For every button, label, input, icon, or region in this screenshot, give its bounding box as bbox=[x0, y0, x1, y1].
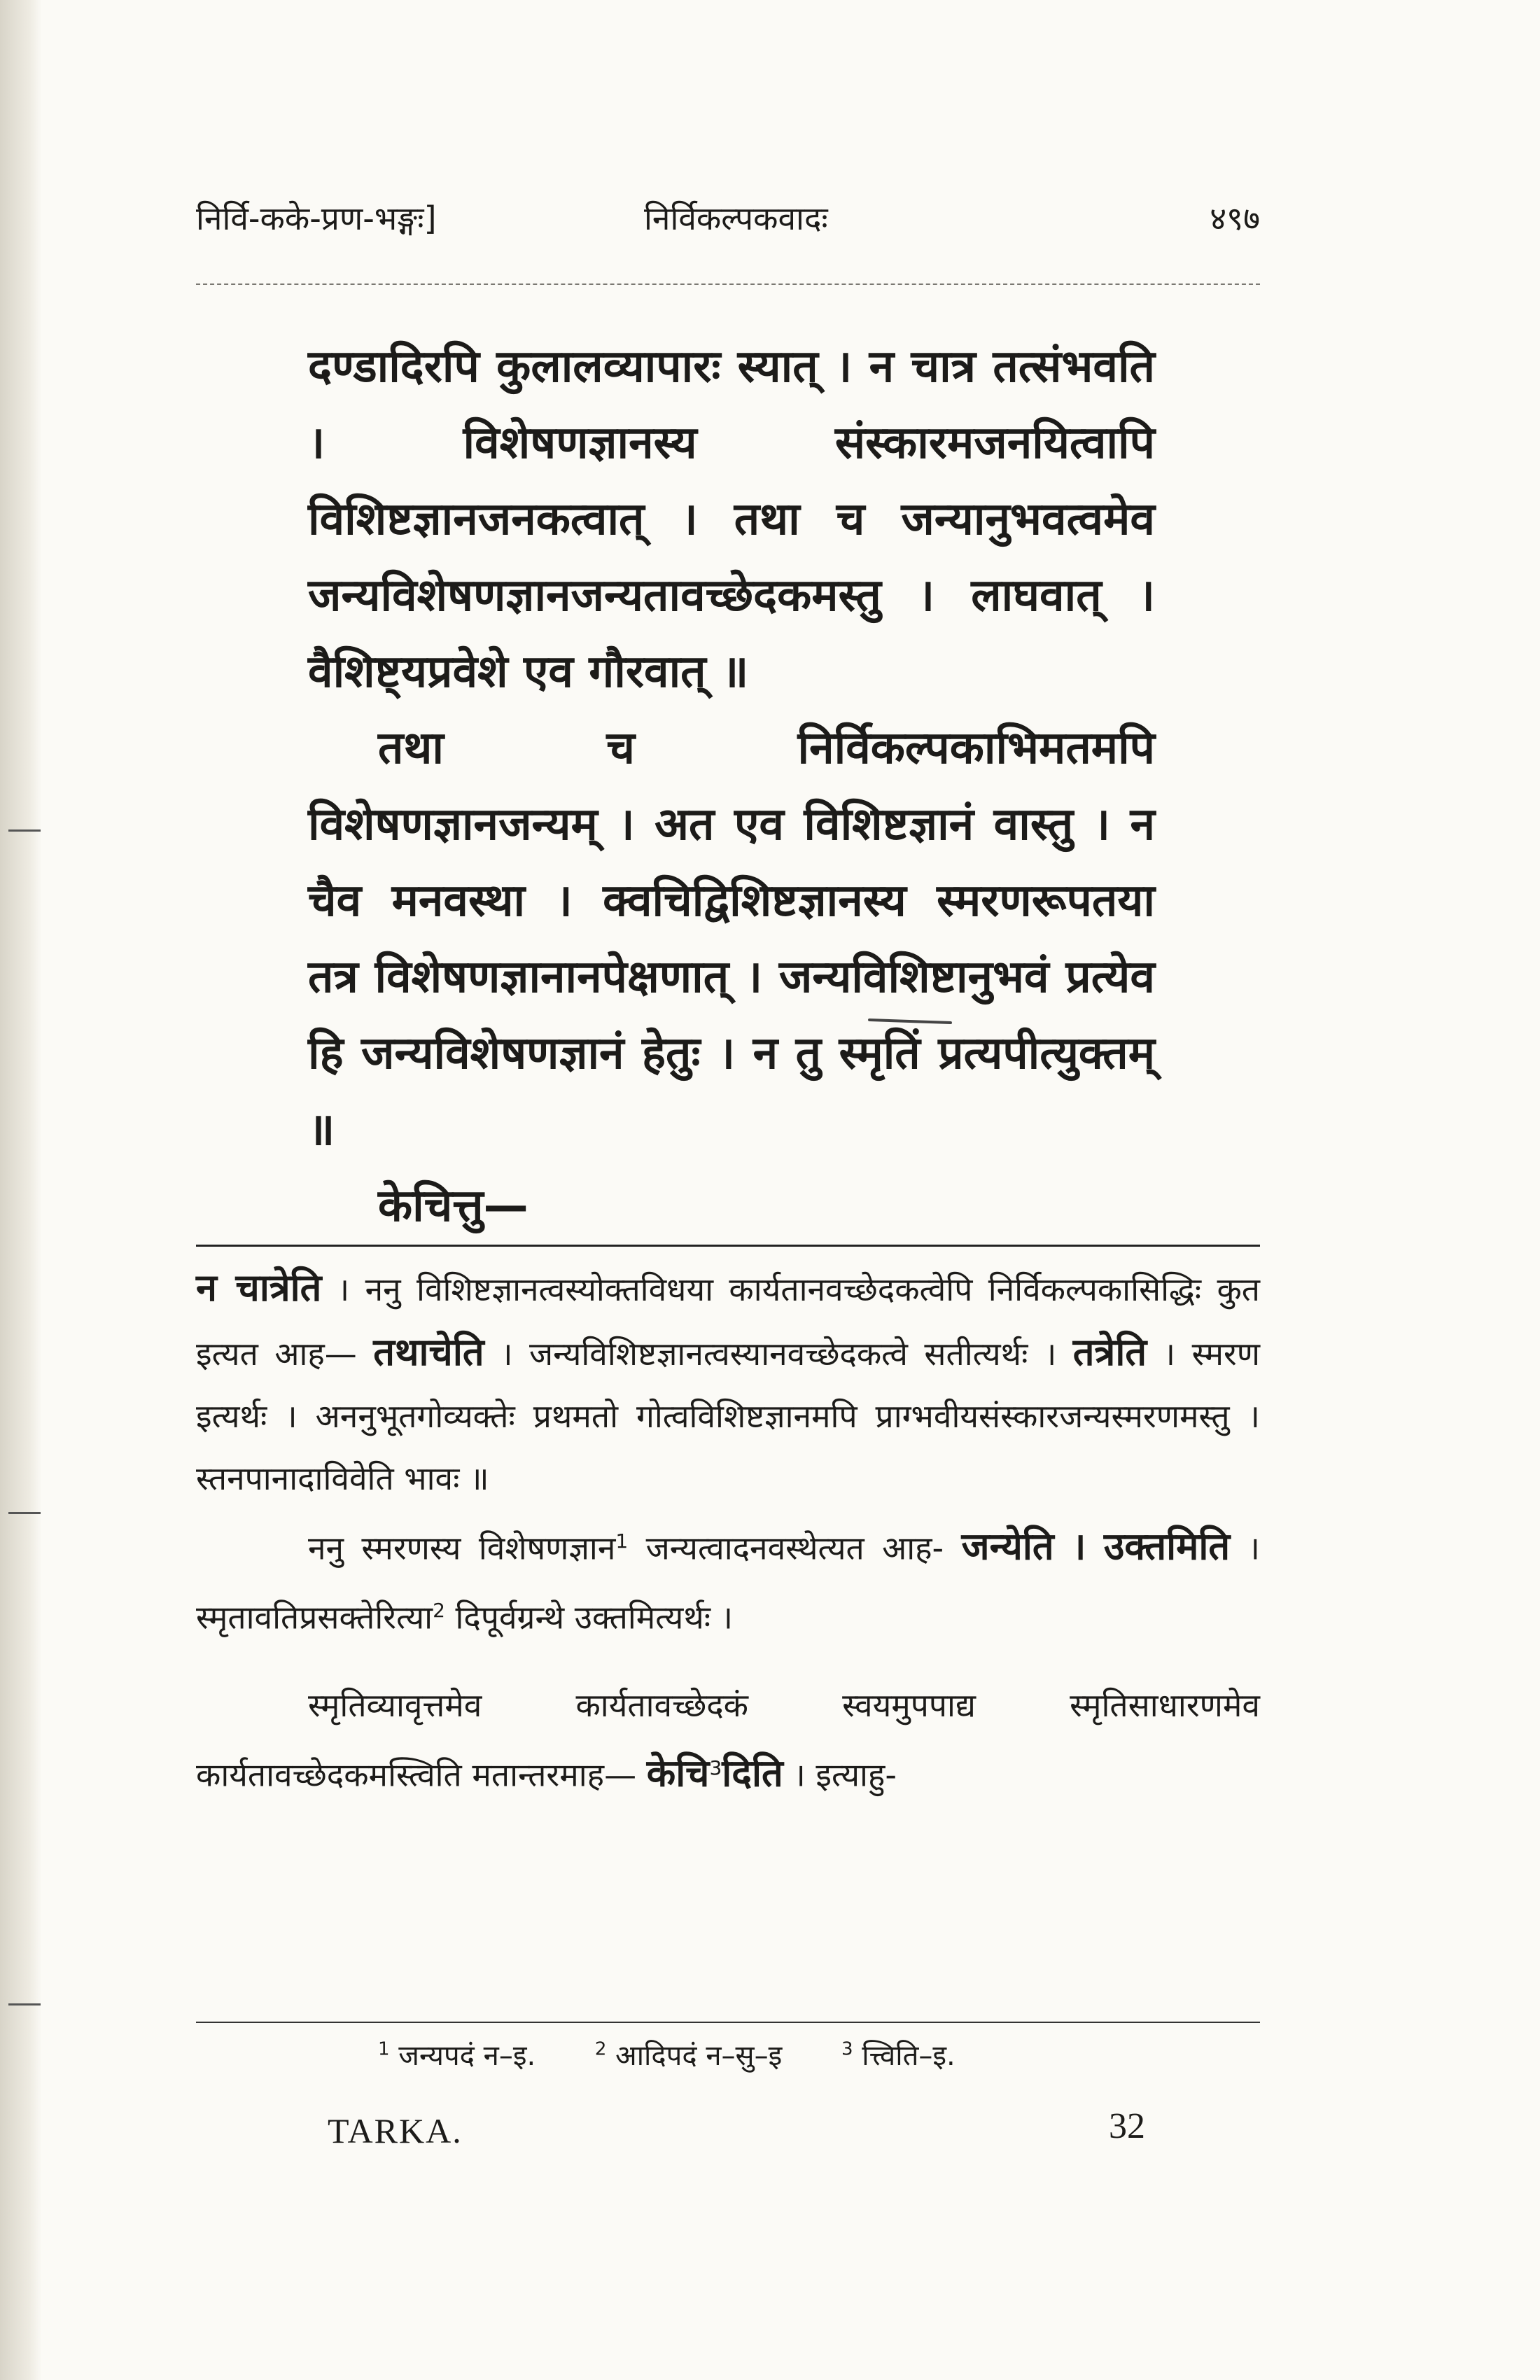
commentary-text-run: । ननु विशिष्टज्ञानत्वस्योक्तविधया कार्यतानवच्छेदकत्वेपि निर्विकल्पकासिद्धिः कुत इत्यत आह— bbox=[196, 1270, 1260, 1373]
keyword: न चात्रेति bbox=[196, 1266, 322, 1310]
keyword-separator: । bbox=[1071, 1524, 1086, 1569]
commentary-paragraph-1 bbox=[196, 1256, 1260, 1510]
footnote-ref: 3 bbox=[709, 1756, 722, 1779]
keyword: तत्रेति bbox=[1072, 1330, 1147, 1374]
commentary-paragraph-3 bbox=[196, 1674, 1260, 1806]
header-title: निर्विकल्पकवादः bbox=[644, 200, 828, 237]
keyword: तथाचेति bbox=[373, 1330, 484, 1374]
sheet-number: 32 bbox=[1109, 2106, 1145, 2146]
main-text bbox=[308, 329, 1155, 1245]
footnote-rule bbox=[196, 2022, 1260, 2023]
commentary-text-run: । इत्याहु- bbox=[793, 1755, 897, 1793]
keyword: जन्येति bbox=[961, 1524, 1054, 1569]
keyword: केचि bbox=[646, 1750, 710, 1795]
binding-thread-mark bbox=[8, 1512, 41, 1514]
footnote-number: 3 bbox=[841, 2039, 853, 2060]
footnote-3 bbox=[841, 2040, 981, 2072]
keyword: दिति bbox=[722, 1750, 783, 1795]
commentary-text-run: । स्मृतावतिप्रसक्तेरित्या bbox=[196, 1529, 1260, 1637]
header-section-ref: निर्वि-कके-प्रण-भङ्गः] bbox=[196, 200, 437, 237]
header-rule bbox=[196, 284, 1260, 285]
main-paragraph-2: तथा च निर्विकल्पकाभिमतमपि विशेषणज्ञानजन्यम् । अत एव विशिष्टज्ञानं वास्तु । न चैव मनवस्था । क्वचिद्विशिष्टज्ञानस्य स्मरणरूपतया तत्र विशेषणज्ञानानपेक्षणात् । जन्यविशिष्टानुभवं प्रत्येव हि जन्यविशेषणज्ञानं हेतुः । न तु स्मृतिं प्रत्यपीत्युक्तम् ॥ bbox=[308, 722, 1155, 1156]
main-paragraph-3: केचित्तु— bbox=[378, 1180, 528, 1232]
commentary-separator bbox=[196, 1245, 1260, 1247]
binding-thread-mark bbox=[8, 2003, 41, 2005]
header-page-number: ४९७ bbox=[1210, 200, 1260, 237]
footnote-text: आदिपदं न–सु–इ bbox=[615, 2040, 783, 2073]
page-spine-shadow bbox=[0, 0, 42, 2380]
footnote-number: 1 bbox=[378, 2039, 390, 2060]
footnotes bbox=[378, 2029, 1218, 2077]
commentary-text bbox=[196, 1256, 1260, 1806]
footnote-1 bbox=[378, 2040, 561, 2072]
commentary-text-run: ननु स्मरणस्य विशेषणज्ञान bbox=[308, 1529, 616, 1567]
commentary-text-run: जन्यत्वादनवस्थेत्यत आह- bbox=[645, 1529, 944, 1567]
binding-thread-mark bbox=[8, 830, 41, 832]
main-paragraph-1: दण्डादिरपि कुलालव्यापारः स्यात् । न चात्र तत्संभवति । विशेषणज्ञानस्य संस्कारमजनयित्वापि विशिष्टज्ञानजनकत्वात् । तथा च जन्यानुभवत्वमेव जन्यविशेषणज्ञानजन्यतावच्छेदकमस्तु । लाघवात् । वैशिष्ट्यप्रवेशे एव गौरवात् ॥ bbox=[308, 341, 1155, 698]
footnote-ref: 2 bbox=[433, 1599, 445, 1623]
footnote-number: 2 bbox=[594, 2039, 607, 2060]
commentary-text-run: । जन्यविशिष्टज्ञानत्वस्यानवच्छेदकत्वे सतीत्यर्थः । bbox=[500, 1335, 1057, 1373]
commentary-text-run: दिपूर्वग्रन्थे उक्तमित्यर्थः । bbox=[455, 1598, 734, 1637]
footnote-text: त्त्विति–इ. bbox=[862, 2040, 955, 2073]
running-header bbox=[196, 197, 1260, 246]
keyword: उक्तमिति bbox=[1103, 1524, 1231, 1569]
commentary-paragraph-2 bbox=[196, 1510, 1260, 1649]
footnote-2 bbox=[595, 2040, 807, 2072]
footnote-ref: 1 bbox=[615, 1530, 629, 1553]
commentary-text-run: स्मृतिव्यावृत्तमेव कार्यतावच्छेदकं स्वयमुपपाद्य स्मृतिसाधारणमेव कार्यतावच्छेदकमस्त्विति मतान्तरमाह— bbox=[196, 1686, 1260, 1793]
signature-mark: TARKA. bbox=[328, 2111, 463, 2150]
footnote-text: जन्यपदं न–इ. bbox=[398, 2040, 536, 2073]
commentary-text-run: । स्मरण इत्यर्थः । अननुभूतगोव्यक्तेः प्रथमतो गोत्वविशिष्टज्ञानमपि प्राग्भवीयसंस्कारजन्यस्मरणमस्तु । स्तनपानादाविवेति भावः ॥ bbox=[196, 1335, 1261, 1497]
